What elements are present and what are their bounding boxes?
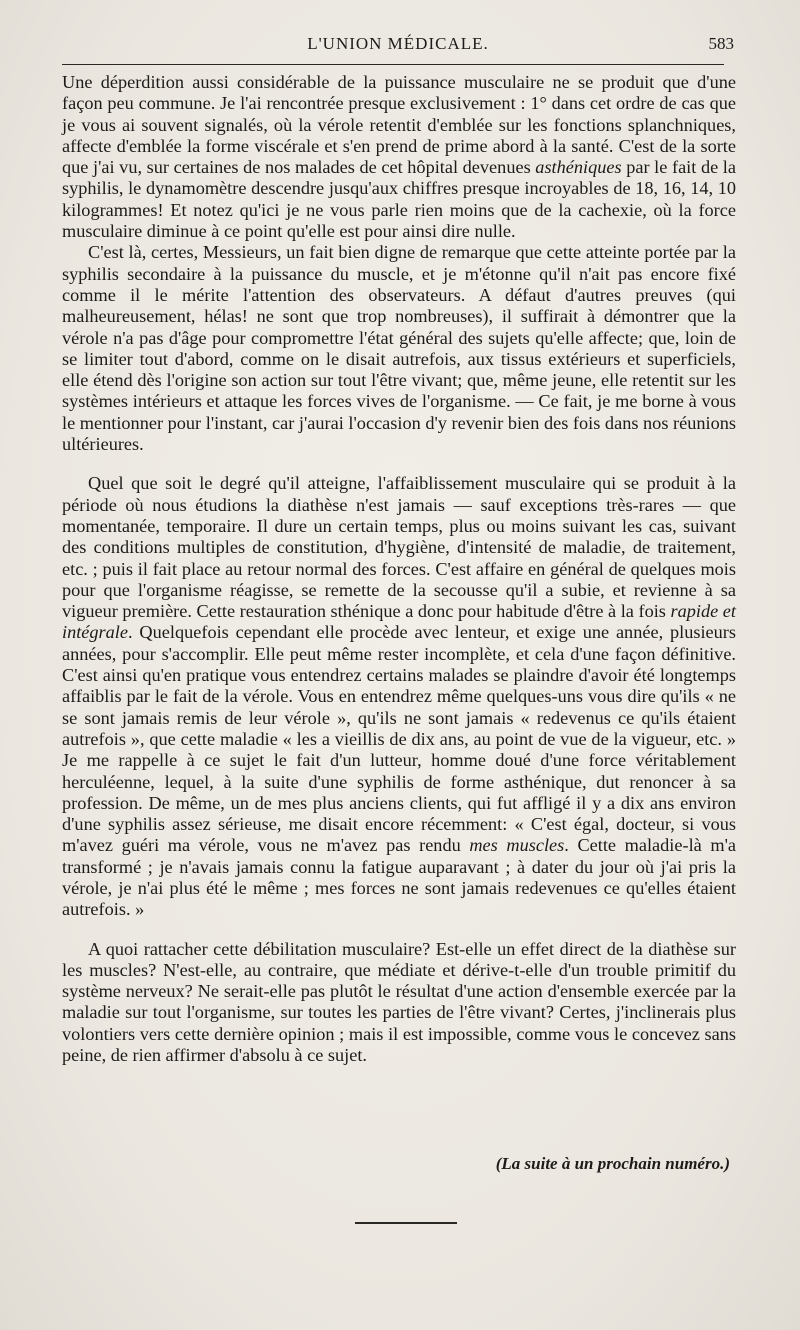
- journal-title: L'UNION MÉDICALE.: [307, 34, 489, 53]
- text-run: . Cette maladie-là m'a transformé ; je n'avais jamais connu la fatigue auparavant ; à dater du jour où j'ai pris la vérole, je n'ai plus été le même ; mes forces ne sont jamais redevenues ce qu'elles étaient autrefois. »: [62, 835, 736, 920]
- text-run: par le fait de la syphilis, le dynamomètre descendre jusqu'aux chiffres presque incroyables de 18, 16, 14, 10 kilogrammes! Et notez qu'ici je ne vous parle rien moins que de la cachexie, où la force musculaire diminue à ce point qu'elle est pour ainsi dire nulle.: [62, 157, 736, 242]
- italic-run: mes muscles: [469, 835, 565, 856]
- header-rule: [62, 64, 724, 65]
- article-body: [62, 72, 736, 1066]
- end-rule: [355, 1222, 457, 1224]
- text-run: Une déperdition aussi considérable de la puissance musculaire ne se produit que d'une façon peu commune. Je l'ai rencontrée presque exclusivement : 1° dans cet ordre de cas que je vous ai souvent signalés, où la vérole retentit d'emblée sur les fonctions splanchniques, affecte d'emblée la forme viscérale et s'en prend de prime abord à la santé. C'est de la sorte que j'ai vu, sur certaines de nos malades de cet hôpital devenues: [62, 72, 736, 178]
- paragraph-4: [62, 939, 736, 1067]
- text-run: C'est là, certes, Messieurs, un fait bien digne de remarque que cette atteinte portée par la syphilis secondaire à la puissance du muscle, et je m'étonne qu'il n'ait pas encore fixé comme il le mérite l'attention des observateurs. A défaut d'autres preuves (qui malheureusement, hélas! ne sont que trop nombreuses), il suffirait à démontrer que la vérole n'a pas d'âge pour compromettre l'état général des sujets qu'elle affecte; que, loin de se limiter tout d'abord, comme on le disait autrefois, aux tissus extérieurs et superficiels, elle étend dès l'origine son action sur tout l'être vivant; que, même jeune, elle retentit sur les systèmes intérieurs et attaque les forces vives de l'organisme. — Ce fait, je me borne à vous le mentionner pour l'instant, car j'aurai l'occasion d'y revenir bien des fois dans nos réunions ultérieures.: [62, 242, 736, 455]
- paragraph-3: [62, 473, 736, 920]
- paragraph-1: [62, 72, 736, 242]
- running-header: [62, 32, 734, 64]
- continuation-note: (La suite à un prochain numéro.): [495, 1154, 730, 1173]
- text-run: A quoi rattacher cette débilitation musculaire? Est-elle un effet direct de la diathèse sur les muscles? N'est-elle, au contraire, que médiate et dérive-t-elle d'un trouble primitif du système nerveux? Ne serait-elle pas plutôt le résultat d'une action d'ensemble exercée par la maladie sur tout l'organisme, sur toutes les parties de l'être vivant? Certes, j'inclinerais plus volontiers vers cette dernière opinion ; mais il est impossible, comme vous le concevez sans peine, de rien affirmer d'absolu à ce sujet.: [62, 938, 736, 1066]
- text-run: Quel que soit le degré qu'il atteigne, l'affaiblissement musculaire qui se produit à la période où nous étudions la diathèse n'est jamais — sauf exceptions très-rares — que momentanée, temporaire. Il dure un certain temps, plus ou moins suivant les cas, suivant des conditions multiples de constitution, d'hygiène, d'intensité de maladie, de traitement, etc. ; puis il fait place au retour normal des forces. C'est affaire en général de quelques mois pour que l'organisme réagisse, se remette de la secousse qu'il a subie, et revienne à sa vigueur première. Cette restauration sthénique a donc pour habitude d'être à la fois: [62, 473, 736, 622]
- italic-run: asthéniques: [535, 157, 622, 178]
- page-number: 583: [708, 34, 734, 53]
- paragraph-2: [62, 242, 736, 455]
- text-run: . Quelquefois cependant elle procède avec lenteur, et exige une année, plusieurs années, pour s'accomplir. Elle peut même rester incomplète, et cela d'une façon définitive. C'est ainsi qu'en pratique vous entendrez certains malades se plaindre d'avoir été longtemps affaiblis par le fait de la vérole. Vous en entendrez même quelques-uns vous dire qu'ils « ne se sont jamais remis de leur vérole », qu'ils ne sont jamais « redevenus ce qu'ils étaient autrefois », que cette maladie « les a vieillis de dix ans, au point de vue de la vigueur, etc. » Je me rappelle à ce sujet le fait d'un lutteur, homme doué d'une force véritablement herculéenne, lequel, à la suite d'une syphilis de forme asthénique, dut renoncer à sa profession. De même, un de mes plus anciens clients, qui fut affligé il y a dix ans environ d'une syphilis assez sérieuse, me disait encore récemment: « C'est égal, docteur, si vous m'avez guéri ma vérole, vous ne m'avez pas rendu: [62, 622, 736, 856]
- italic-run: rapide et intégrale: [62, 601, 737, 643]
